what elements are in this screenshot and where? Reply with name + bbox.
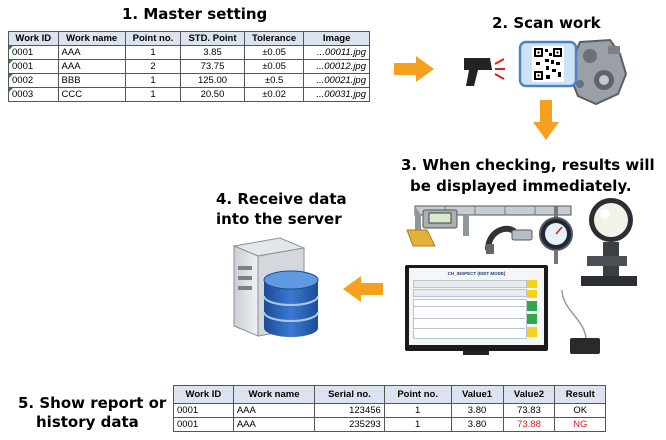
cell-work-name: AAA	[58, 46, 125, 60]
table-header-row	[174, 386, 606, 404]
step3-title-line2: be displayed immediately.	[410, 177, 632, 195]
cell-image: ...00012.jpg	[304, 60, 370, 74]
cell-value2: 73.88	[503, 418, 555, 432]
table-row	[9, 46, 370, 60]
cell-std-point: 20.50	[181, 88, 245, 102]
cell-serial-no: 235293	[315, 418, 385, 432]
step4-title-line2: into the server	[216, 210, 342, 228]
cell-work-id: 0002	[9, 74, 59, 88]
cell-work-id: 0001	[9, 46, 59, 60]
table-row	[9, 88, 370, 102]
cell-work-id: 0001	[174, 404, 234, 418]
header-work-name: Work name	[233, 386, 314, 404]
cell-point-no: 1	[384, 404, 451, 418]
step2-title: 2. Scan work	[492, 14, 601, 32]
cell-tolerance: ±0.05	[244, 60, 303, 74]
cell-point-no: 2	[125, 60, 180, 74]
header-work-id: Work ID	[9, 32, 59, 46]
history-table	[173, 385, 606, 432]
table-row	[9, 74, 370, 88]
cell-point-no: 1	[384, 418, 451, 432]
step4-title-line1: 4. Receive data	[216, 190, 347, 208]
monitor-screen	[405, 265, 548, 351]
arrow-icon	[394, 56, 434, 82]
cell-work-id: 0001	[174, 418, 234, 432]
cell-tolerance: ±0.5	[244, 74, 303, 88]
qr-code-icon	[518, 40, 578, 88]
table-row	[9, 60, 370, 74]
cell-result: OK	[555, 404, 606, 418]
cell-work-name: BBB	[58, 74, 125, 88]
cell-work-id: 0003	[9, 88, 59, 102]
barcode-scanner-icon	[460, 52, 506, 88]
cell-std-point: 125.00	[181, 74, 245, 88]
usb-box-icon	[556, 290, 606, 360]
cell-value2: 73.83	[503, 404, 555, 418]
monitor-screen-title: CH_INSPECT (EDIT MODE)	[447, 271, 506, 276]
header-point-no: Point no.	[384, 386, 451, 404]
header-image: Image	[304, 32, 370, 46]
table-row	[174, 418, 606, 432]
header-tolerance: Tolerance	[244, 32, 303, 46]
cell-value1: 3.80	[451, 404, 503, 418]
cell-std-point: 3.85	[181, 46, 245, 60]
header-point-no: Point no.	[125, 32, 180, 46]
cell-point-no: 1	[125, 88, 180, 102]
cell-image: ...00011.jpg	[304, 46, 370, 60]
cell-value1: 3.80	[451, 418, 503, 432]
header-result: Result	[555, 386, 606, 404]
header-work-id: Work ID	[174, 386, 234, 404]
step5-title-line1: 5. Show report or	[18, 394, 167, 412]
step3-title-line1: 3. When checking, results will	[401, 156, 655, 174]
database-icon	[258, 270, 324, 340]
cell-std-point: 73.75	[181, 60, 245, 74]
cell-work-name: AAA	[233, 418, 314, 432]
micrometer-icon	[482, 220, 534, 256]
cell-result: NG	[555, 418, 606, 432]
header-value1: Value1	[451, 386, 503, 404]
cell-image: ...00031.jpg	[304, 88, 370, 102]
cell-work-name: AAA	[58, 60, 125, 74]
cell-tolerance: ±0.05	[244, 46, 303, 60]
header-std-point: STD. Point	[181, 32, 245, 46]
cell-work-name: AAA	[233, 404, 314, 418]
header-serial-no: Serial no.	[315, 386, 385, 404]
cell-point-no: 1	[125, 74, 180, 88]
arrow-icon	[343, 276, 383, 302]
header-work-name: Work name	[58, 32, 125, 46]
table-header-row	[9, 32, 370, 46]
cell-tolerance: ±0.02	[244, 88, 303, 102]
arrow-icon	[533, 100, 559, 140]
cell-image: ...00021.jpg	[304, 74, 370, 88]
step5-title-line2: history data	[36, 413, 139, 431]
step1-title: 1. Master setting	[122, 5, 268, 23]
cell-serial-no: 123456	[315, 404, 385, 418]
dial-gauge-icon	[538, 206, 574, 264]
header-value2: Value2	[503, 386, 555, 404]
cell-work-name: CCC	[58, 88, 125, 102]
master-setting-table	[8, 31, 370, 102]
profile-projector-icon	[573, 196, 643, 288]
table-row	[174, 404, 606, 418]
cell-work-id: 0001	[9, 60, 59, 74]
cell-point-no: 1	[125, 46, 180, 60]
